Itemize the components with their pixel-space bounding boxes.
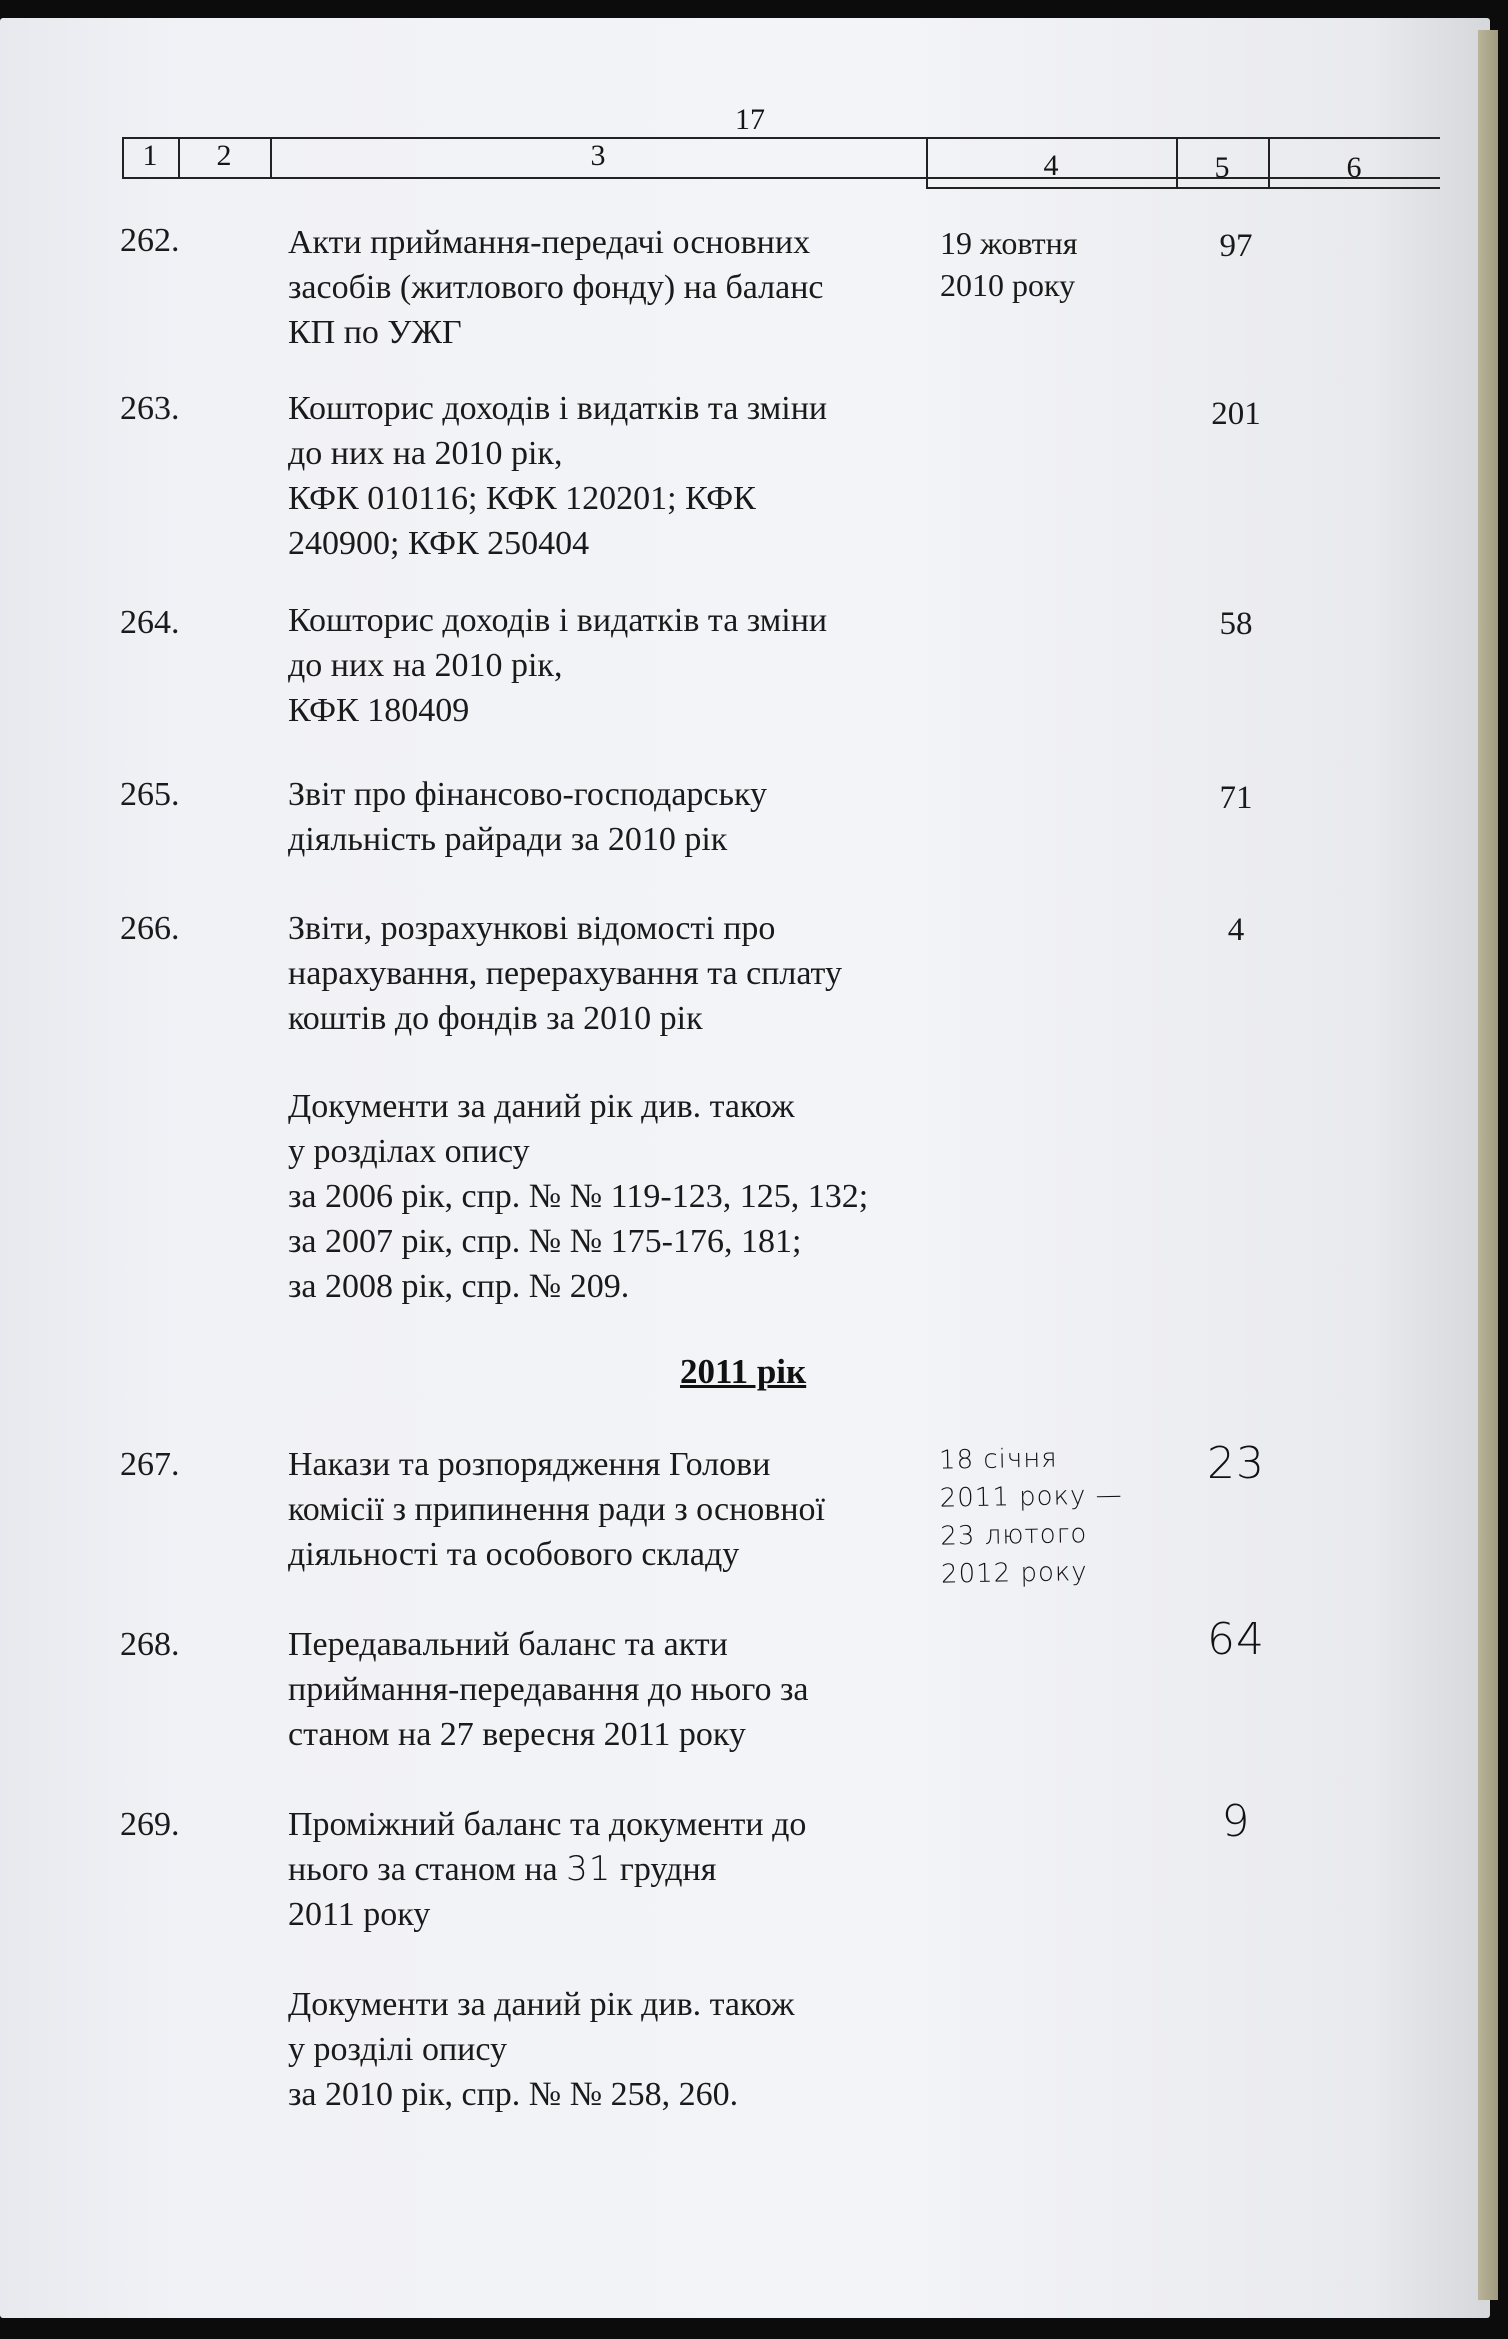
entry-title: Передавальний баланс та акти приймання-передавання до нього за станом на 27 вересня 2011 року — [288, 1626, 809, 1753]
handwritten-date-range: 18 січня 2011 року — 23 лютого 2012 року — [938, 1443, 1123, 1590]
entry-title — [288, 1802, 928, 1937]
entry-title: Кошторис доходів і видатків та зміни до них на 2010 рік, КФК 010116; КФК 120201; КФК 240900; КФК 250404 — [288, 390, 828, 562]
entry-title: Кошторис доходів і видатків та зміни до них на 2010 рік, КФК 180409 — [288, 602, 828, 729]
entry-number: 266. — [120, 910, 180, 947]
entry-sheet-count: 97 — [1219, 228, 1253, 264]
section-heading-year: 2011 рік — [680, 1352, 807, 1391]
handwritten-day: 31 — [566, 1849, 612, 1889]
header-col-2: 2 — [216, 139, 232, 172]
entry-title-end: грудня 2011 року — [288, 1851, 717, 1933]
column-header-table — [122, 137, 1440, 187]
entry-number: 263. — [120, 390, 180, 427]
entry-sheet-count: 58 — [1219, 606, 1253, 642]
entry-number: 265. — [120, 776, 180, 813]
entry-title: Акти приймання-передачі основних засобів (житлового фонду) на баланс КП по УЖГ — [288, 224, 824, 351]
header-lower-rule — [926, 187, 1440, 189]
page-number: 17 — [735, 103, 765, 136]
entry-title-start: Проміжний баланс та документи до нього за станом на — [288, 1806, 807, 1888]
entry-title: Накази та розпорядження Голови комісії з припинення ради з основної діяльності та особового складу — [288, 1446, 825, 1573]
entry-date: 19 жовтня 2010 року — [940, 225, 1078, 303]
entry-title: Звіти, розрахункові відомості про нарахування, перерахування та сплату коштів до фондів за 2010 рік — [288, 910, 842, 1037]
handwritten-sheet-count: 64 — [1207, 1614, 1265, 1665]
entry-number: 269. — [120, 1806, 180, 1843]
header-col-4: 4 — [1043, 149, 1059, 182]
cross-reference-note: Документи за даний рік див. також у розділі опису за 2010 рік, спр. № № 258, 260. — [288, 1986, 795, 2113]
handwritten-sheet-count: 23 — [1207, 1438, 1265, 1489]
entry-sheet-count: 71 — [1219, 780, 1253, 816]
entry-sheet-count: 201 — [1211, 396, 1261, 432]
handwritten-sheet-count: 9 — [1221, 1796, 1251, 1847]
header-col-3: 3 — [590, 139, 606, 172]
header-col-1: 1 — [142, 139, 158, 172]
header-col-6: 6 — [1346, 151, 1362, 184]
entry-title: Звіт про фінансово-господарську діяльність райради за 2010 рік — [288, 776, 768, 858]
cross-reference-note: Документи за даний рік див. також у розділах опису за 2006 рік, спр. № № 119-123, 125, 132; за 2007 рік, спр. № № 175-176, 181; за 2008 рік, спр. № 209. — [288, 1088, 869, 1305]
entry-number: 267. — [120, 1446, 180, 1483]
entry-number: 262. — [120, 222, 180, 259]
entry-number: 264. — [120, 604, 180, 641]
header-col-5: 5 — [1214, 151, 1230, 184]
binding-edge — [1478, 30, 1498, 2300]
entry-number: 268. — [120, 1626, 180, 1663]
entry-sheet-count: 4 — [1227, 912, 1245, 948]
